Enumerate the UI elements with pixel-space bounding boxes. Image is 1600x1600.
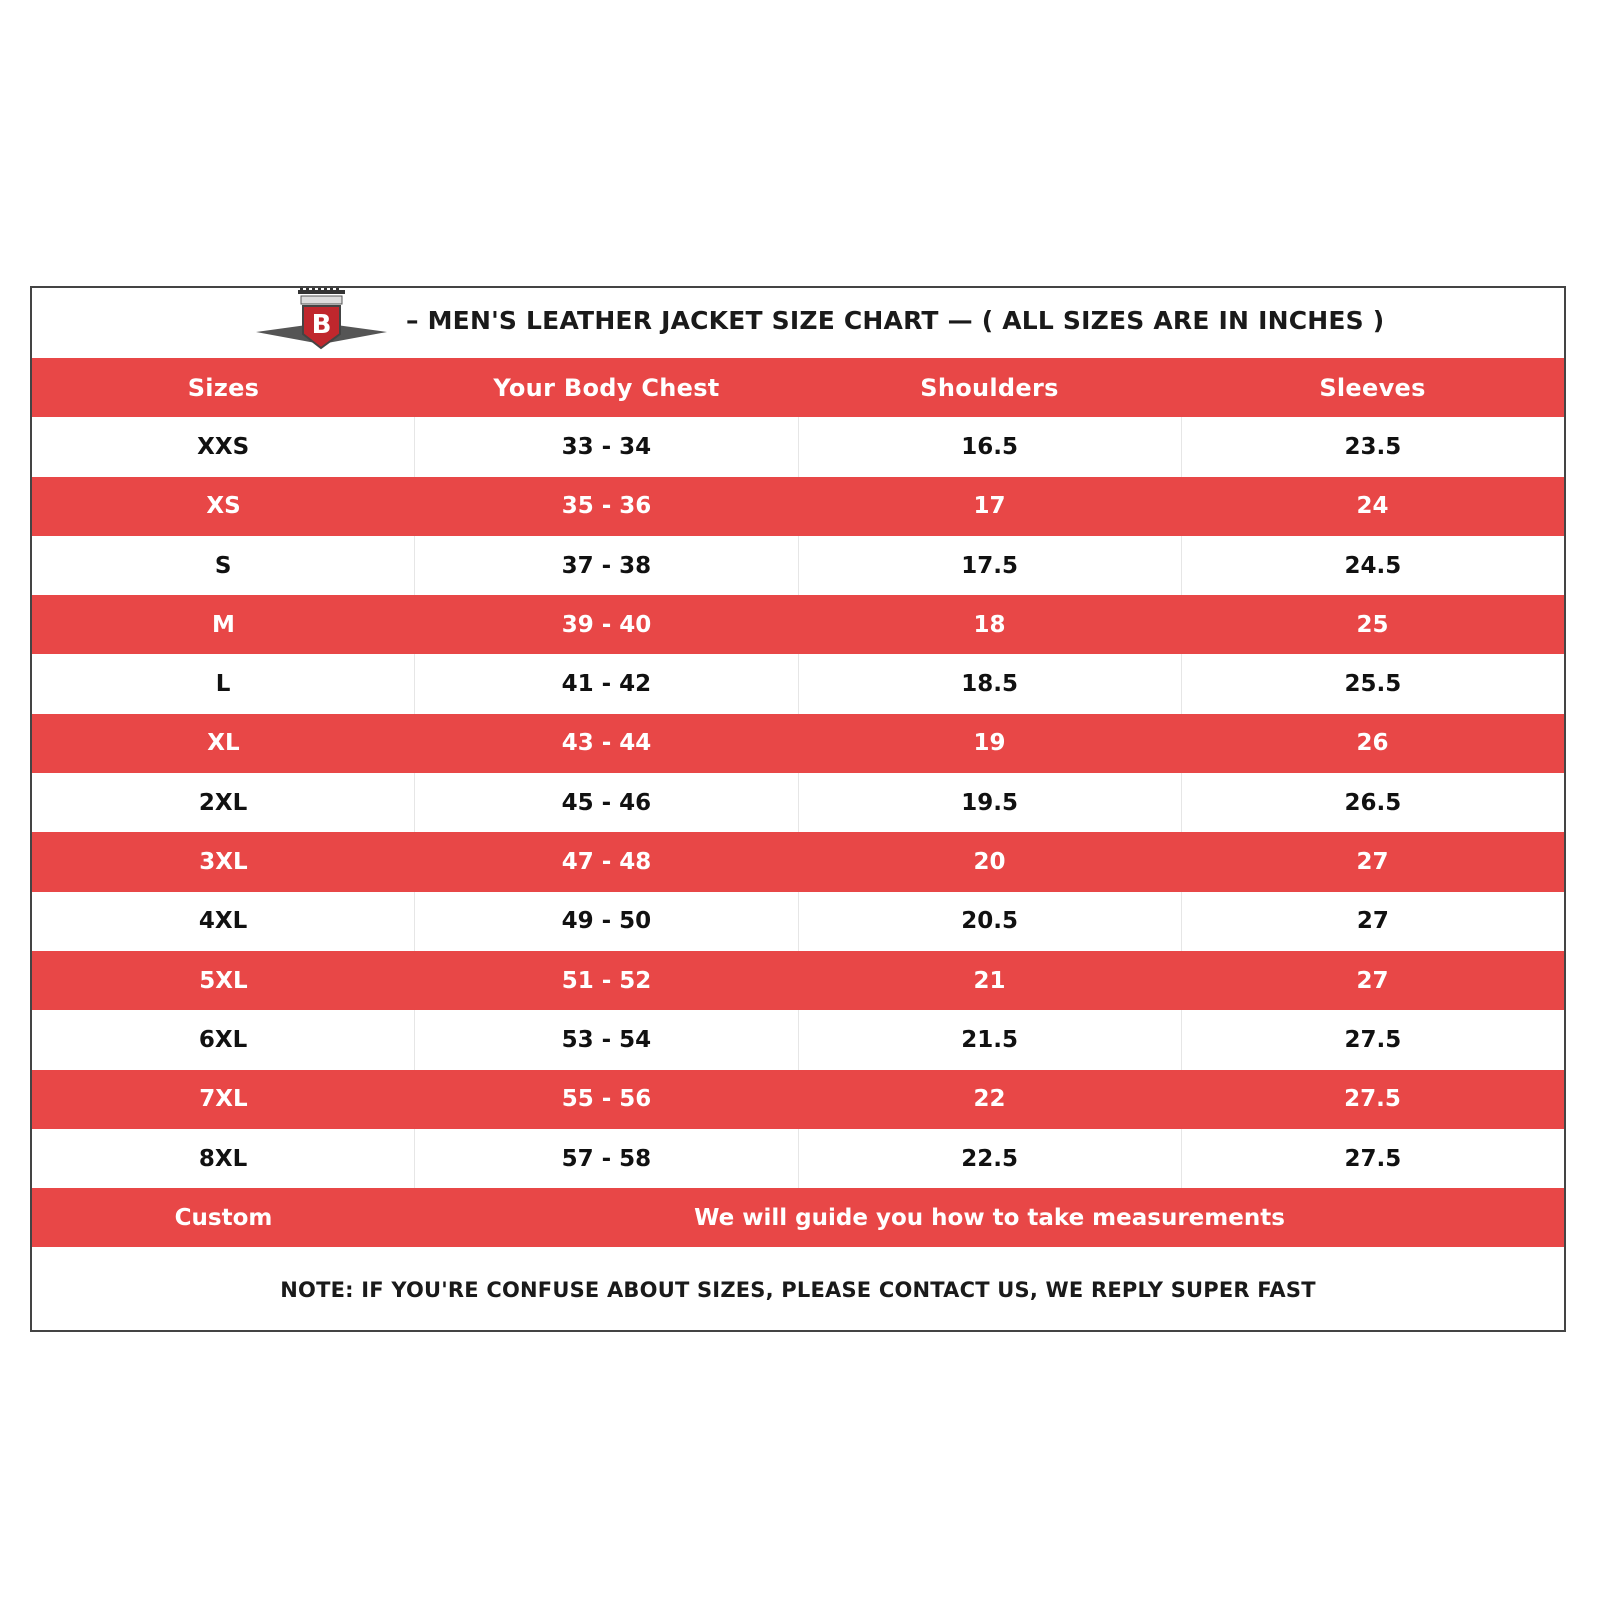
chest-cell: 55 - 56 (561, 1086, 652, 1113)
sleeves-cell: 26 (1356, 730, 1389, 757)
size-cell: XXS (197, 433, 250, 460)
size-cell: L (215, 671, 231, 698)
chest-cell: 35 - 36 (561, 493, 652, 520)
table-row (32, 892, 1564, 951)
size-cell: 5XL (199, 967, 248, 994)
sleeves-cell: 24 (1356, 493, 1389, 520)
chest-cell: 43 - 44 (561, 730, 652, 757)
table-row (32, 477, 1564, 536)
size-cell: S (214, 552, 232, 579)
shoulders-cell: 17.5 (798, 536, 1181, 595)
table-row (32, 417, 1564, 476)
header-sleeves: Sleeves (1319, 373, 1426, 402)
size-cell: XL (207, 730, 240, 757)
shoulders-cell: 20.5 (798, 892, 1181, 951)
size-cell: 6XL (198, 1026, 248, 1053)
header-body-chest: Your Body Chest (493, 373, 720, 402)
chest-cell: 49 - 50 (414, 892, 797, 951)
size-cell: 4XL (198, 908, 248, 935)
chest-cell: 39 - 40 (561, 611, 652, 638)
sleeves-cell: 27 (1356, 849, 1389, 876)
shoulders-cell: 21 (973, 967, 1006, 994)
sleeves-cell: 25.5 (1181, 654, 1564, 713)
table-row (32, 654, 1564, 713)
sleeves-cell: 25 (1356, 611, 1389, 638)
table-row (32, 1129, 1564, 1188)
table-row (32, 714, 1564, 773)
sleeves-cell: 27.5 (1181, 1010, 1564, 1069)
chest-cell: 57 - 58 (414, 1129, 797, 1188)
size-cell: 7XL (199, 1086, 248, 1113)
sleeves-cell: 27 (1181, 892, 1564, 951)
table-header-row (32, 358, 1564, 417)
shoulders-cell: 17 (973, 493, 1006, 520)
chest-cell: 51 - 52 (561, 967, 652, 994)
chest-cell: 53 - 54 (414, 1010, 797, 1069)
sleeves-cell: 27.5 (1344, 1086, 1401, 1113)
shoulders-cell: 16.5 (798, 417, 1181, 476)
size-chart (30, 286, 1566, 1332)
shoulders-cell: 20 (973, 849, 1006, 876)
logo-letter: B (311, 310, 332, 340)
shoulders-cell: 22.5 (798, 1129, 1181, 1188)
size-table (32, 358, 1564, 1247)
brand-logo-icon (254, 288, 389, 356)
size-cell: 2XL (198, 789, 248, 816)
sleeves-cell: 23.5 (1181, 417, 1564, 476)
table-row (32, 1010, 1564, 1069)
chest-cell: 33 - 34 (414, 417, 797, 476)
sleeves-cell: 27 (1356, 967, 1389, 994)
shoulders-cell: 22 (973, 1086, 1006, 1113)
chest-cell: 37 - 38 (414, 536, 797, 595)
table-row (32, 1070, 1564, 1129)
size-cell: 3XL (199, 849, 248, 876)
title-bar (32, 288, 1564, 360)
shoulders-cell: 19 (973, 730, 1006, 757)
shoulders-cell: 21.5 (798, 1010, 1181, 1069)
table-row (32, 536, 1564, 595)
chest-cell: 45 - 46 (414, 773, 797, 832)
table-row (32, 595, 1564, 654)
custom-text: We will guide you how to take measurements (694, 1204, 1285, 1231)
custom-label: Custom (174, 1204, 273, 1231)
sleeves-cell: 24.5 (1181, 536, 1564, 595)
size-cell: M (212, 611, 235, 638)
page-title: – MEN'S LEATHER JACKET SIZE CHART — ( ALL SIZES ARE IN INCHES ) (406, 306, 1385, 335)
table-row (32, 832, 1564, 891)
shoulders-cell: 18.5 (798, 654, 1181, 713)
table-row (32, 951, 1564, 1010)
sleeves-cell: 26.5 (1181, 773, 1564, 832)
header-shoulders: Shoulders (920, 373, 1059, 402)
shoulders-cell: 18 (973, 611, 1006, 638)
sleeves-cell: 27.5 (1181, 1129, 1564, 1188)
chest-cell: 47 - 48 (561, 849, 652, 876)
header-sizes: Sizes (187, 373, 260, 402)
shoulders-cell: 19.5 (798, 773, 1181, 832)
size-cell: XS (206, 493, 241, 520)
custom-row (32, 1188, 1564, 1247)
size-cell: 8XL (198, 1145, 248, 1172)
table-row (32, 773, 1564, 832)
contact-note: NOTE: IF YOU'RE CONFUSE ABOUT SIZES, PLEASE CONTACT US, WE REPLY SUPER FAST (280, 1278, 1316, 1302)
chest-cell: 41 - 42 (414, 654, 797, 713)
